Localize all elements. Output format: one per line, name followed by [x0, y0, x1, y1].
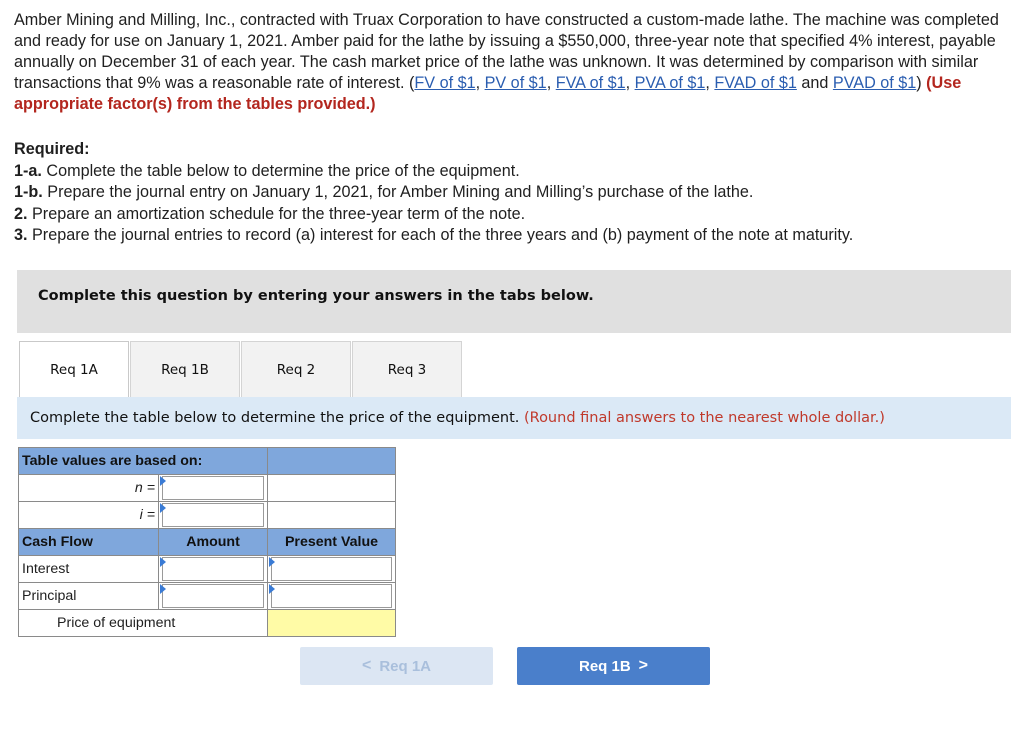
problem-text: Amber Mining and Milling, Inc., contracted with Truax Corporation to have constructed a custom-made lathe. The machine was completed and ready for use on January 1, 2021. Amber paid for the lathe by issuing a $550,000, three-year note that specified 4% interest, payable annually on December 31 of each year. The cash market price of the lathe was unknown. It was determined by comparison with similar transactions that 9% was a reasonable rate of interest. ( [14, 11, 999, 92]
required-item-label: 1-a. [14, 161, 42, 180]
table-row [19, 529, 396, 556]
price-of-equipment-label: Price of equipment [19, 610, 268, 637]
tab-req-2[interactable]: Req 2 [241, 341, 351, 397]
table-values-header: Table values are based on: [19, 448, 268, 475]
instruction-box [17, 270, 1011, 333]
separator: and [796, 74, 833, 92]
n-input-cell [159, 475, 268, 502]
interest-amount-input[interactable] [162, 557, 264, 581]
link-fv-of-1[interactable]: FV of $1 [414, 74, 476, 92]
instruction-text: Complete this question by entering your answers in the tabs below. [38, 288, 594, 304]
sub-instruction-text: Complete the table below to determine the price of the equipment. [30, 410, 520, 426]
prev-button-label: Req 1A [379, 657, 432, 675]
chevron-left-icon: < [361, 657, 372, 674]
interest-pv-input[interactable] [271, 557, 392, 581]
n-input[interactable] [162, 476, 264, 500]
prev-req-1a-button[interactable] [300, 647, 493, 685]
blank-cell [268, 475, 396, 502]
row-label-principal: Principal [19, 583, 159, 610]
interest-pv-cell [268, 556, 396, 583]
principal-amount-input[interactable] [162, 584, 264, 608]
row-label-interest: Interest [19, 556, 159, 583]
factor-instruction: (Use appropriate factor(s) from the tables provided.) [14, 74, 962, 113]
table-row [19, 502, 396, 529]
link-fva-of-1[interactable]: FVA of $1 [555, 74, 626, 92]
i-input-cell [159, 502, 268, 529]
required-item [14, 182, 1010, 204]
table-row [19, 475, 396, 502]
required-item [14, 225, 1010, 247]
header-cash-flow: Cash Flow [19, 529, 159, 556]
n-label [19, 475, 159, 502]
i-input[interactable] [162, 503, 264, 527]
link-pva-of-1[interactable]: PVA of $1 [634, 74, 706, 92]
present-value-table [18, 447, 396, 637]
link-pv-of-1[interactable]: PV of $1 [484, 74, 547, 92]
rounding-note: (Round final answers to the nearest whole dollar.) [523, 410, 885, 426]
table-values-header-blank [268, 448, 396, 475]
i-label [19, 502, 159, 529]
separator: ) [916, 74, 922, 92]
required-item-label: 1-b. [14, 183, 43, 201]
tab-req-1a[interactable]: Req 1A [19, 341, 129, 397]
problem-statement [14, 10, 1010, 115]
price-of-equipment-total [268, 610, 396, 637]
header-amount: Amount [159, 529, 268, 556]
i-label-text: i = [139, 507, 155, 523]
tab-req-1b[interactable]: Req 1B [130, 341, 240, 397]
separator: , [475, 74, 485, 92]
separator: , [625, 74, 635, 92]
tab-req-3[interactable]: Req 3 [352, 341, 462, 397]
table-row [19, 448, 396, 475]
chevron-right-icon: > [638, 657, 649, 674]
interest-amount-cell [159, 556, 268, 583]
table-row [19, 610, 396, 637]
required-heading: Required: [14, 140, 90, 158]
required-item-label: 3. [14, 226, 28, 244]
table-row [19, 556, 396, 583]
principal-pv-input[interactable] [271, 584, 392, 608]
separator: , [546, 74, 556, 92]
table-row [19, 583, 396, 610]
required-section [14, 139, 1010, 247]
next-button-label: Req 1B [578, 657, 631, 675]
link-pvad-of-1[interactable]: PVAD of $1 [832, 74, 917, 92]
required-item-text: Complete the table below to determine the price of the equipment. [41, 161, 520, 180]
link-fvad-of-1[interactable]: FVAD of $1 [714, 74, 797, 92]
n-label-text: n = [134, 480, 155, 496]
required-item [14, 204, 1010, 226]
principal-pv-cell [268, 583, 396, 610]
required-item [14, 161, 1010, 183]
required-item-label: 2. [14, 204, 28, 223]
sub-instruction [17, 397, 1011, 439]
next-req-1b-button[interactable] [517, 647, 710, 685]
required-item-text: Prepare an amortization schedule for the three-year term of the note. [27, 204, 526, 223]
principal-amount-cell [159, 583, 268, 610]
header-present-value: Present Value [268, 529, 396, 556]
blank-cell [268, 502, 396, 529]
required-item-text: Prepare the journal entries to record (a) interest for each of the three years and (b) payment of the note at maturity. [27, 226, 854, 244]
required-item-text: Prepare the journal entry on January 1, 2021, for Amber Mining and Milling’s purchase of the lathe. [42, 183, 754, 201]
separator: , [705, 74, 715, 92]
